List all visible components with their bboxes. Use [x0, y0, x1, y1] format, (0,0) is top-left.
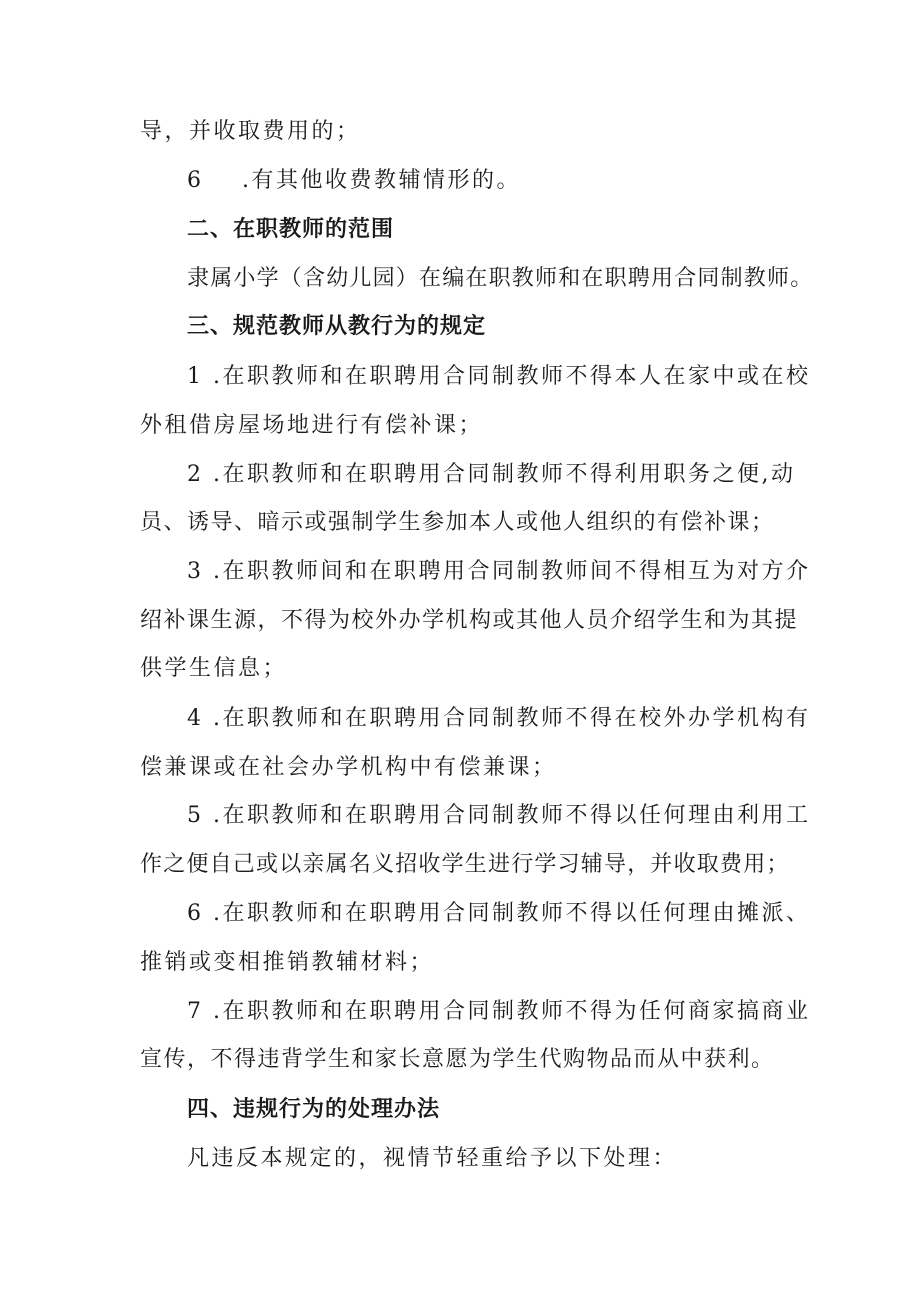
- rule-3-line-1: 3 .在职教师间和在职聘用合同制教师间不得相互为对方介: [187, 559, 811, 584]
- section-heading-scope: 二、在职教师的范围: [187, 217, 395, 242]
- rule-6-line-1: 6 .在职教师和在职聘用合同制教师不得以任何理由摊派、: [187, 901, 811, 926]
- rule-1-line-1: 1 .在职教师和在职聘用合同制教师不得本人在家中或在校: [187, 364, 811, 389]
- rule-5-line-2: 作之便自己或以亲属名义招收学生进行学习辅导，并收取费用；: [140, 852, 790, 877]
- penalties-paragraph: 凡违反本规定的，视情节轻重给予以下处理：: [187, 1146, 678, 1171]
- rule-7-line-1: 7 .在职教师和在职聘用合同制教师不得为任何商家搞商业: [187, 999, 811, 1024]
- scope-paragraph: 隶属小学（含幼儿园）在编在职教师和在职聘用合同制教师。: [187, 266, 814, 291]
- rule-7-line-2: 宣传，不得违背学生和家长意愿为学生代购物品而从中获利。: [140, 1047, 775, 1072]
- list-item-number: 6: [187, 168, 204, 193]
- paragraph-continuation: 导，并收取费用的；: [140, 119, 361, 144]
- rule-4-line-2: 偿兼课或在社会办学机构中有偿兼课；: [140, 755, 557, 780]
- rule-5-line-1: 5 .在职教师和在职聘用合同制教师不得以任何理由利用工: [187, 803, 811, 828]
- rule-2-line-2: 员、诱导、暗示或强制学生参加本人或他人组织的有偿补课；: [140, 510, 775, 535]
- rule-3-line-2: 绍补课生源，不得为校外办学机构或其他人员介绍学生和为其提: [140, 608, 799, 633]
- rule-1-line-2: 外租借房屋场地进行有偿补课；: [140, 413, 484, 438]
- rule-3-line-3: 供学生信息；: [140, 656, 288, 681]
- rule-6-line-2: 推销或变相推销教辅材料；: [140, 950, 435, 975]
- rule-2-line-1: 2 .在职教师和在职聘用合同制教师不得利用职务之便,动: [187, 462, 796, 487]
- list-item-text: .有其他收费教辅情形的。: [242, 168, 521, 193]
- list-item-6: [187, 166, 521, 196]
- section-heading-penalties: 四、违规行为的处理办法: [187, 1097, 441, 1122]
- rule-4-line-1: 4 .在职教师和在职聘用合同制教师不得在校外办学机构有: [187, 706, 811, 731]
- section-heading-rules: 三、规范教师从教行为的规定: [187, 314, 487, 339]
